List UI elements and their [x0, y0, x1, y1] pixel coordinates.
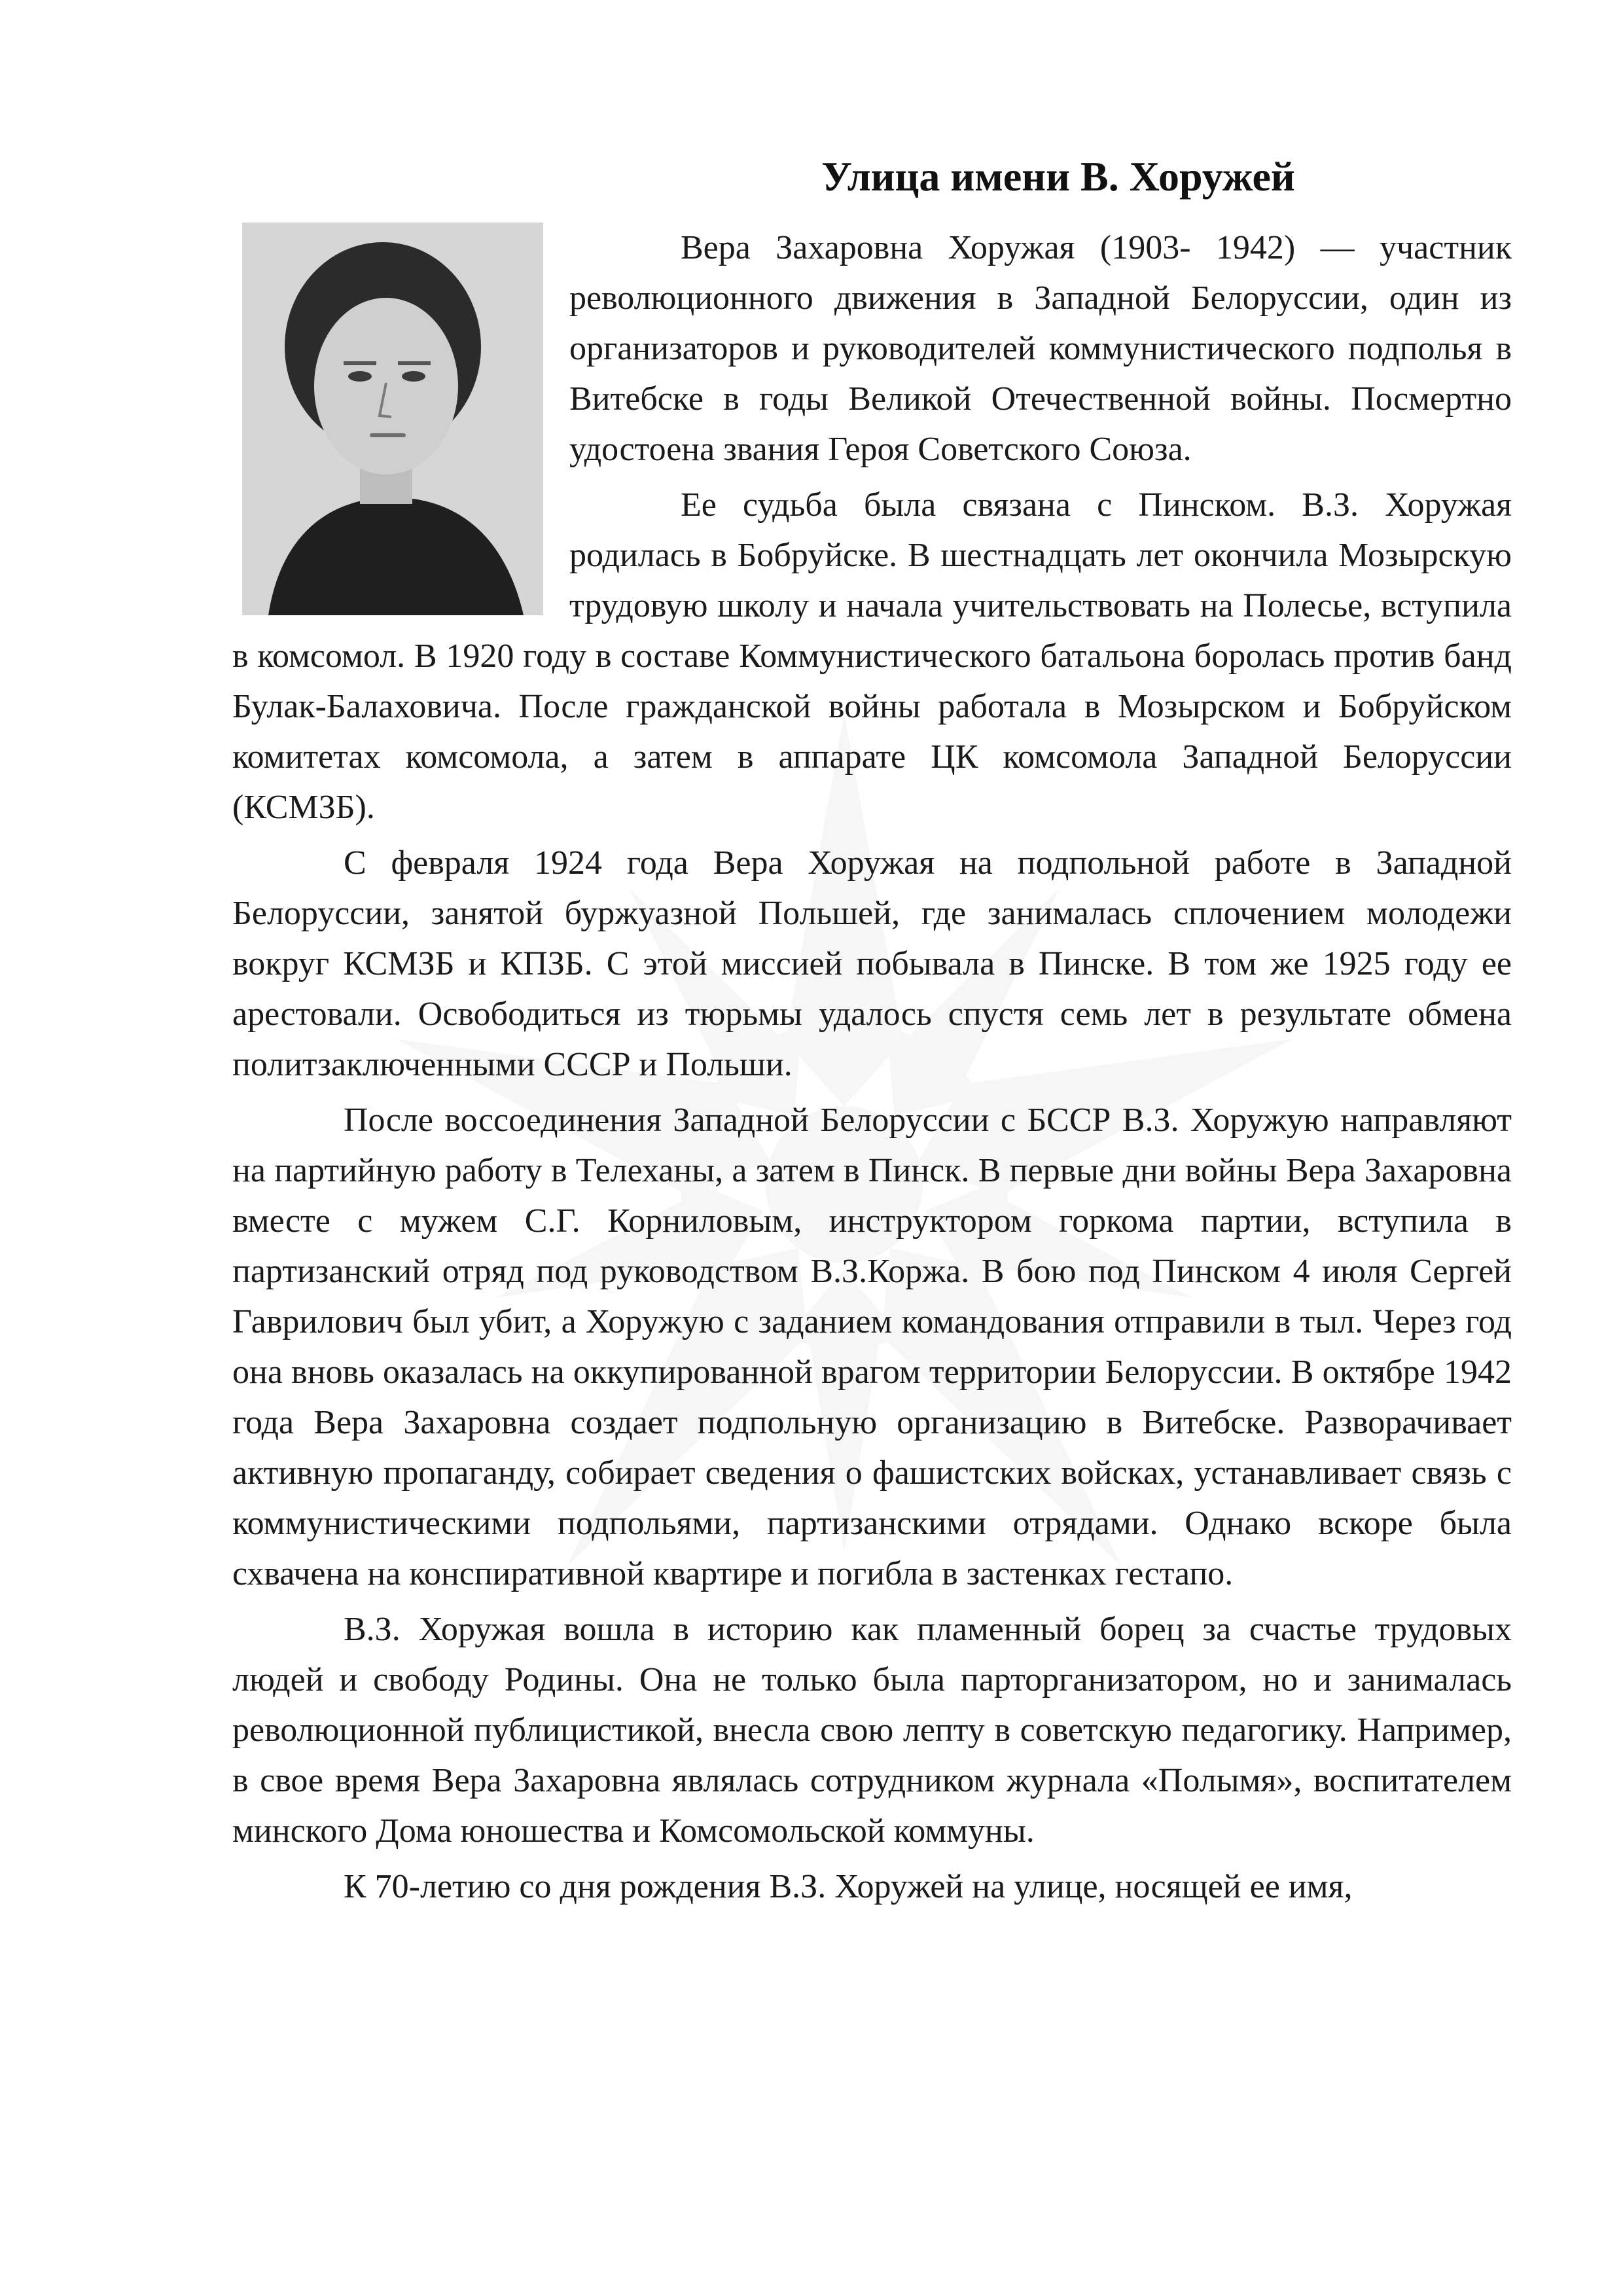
- paragraph-1: Вера Захаровна Хоружая (1903- 1942) — участник революционного движения в Западной Белоруссии, один из организаторов и руководителей коммунистического подполья в Витебске в годы Великой Отечественной войны. Посмертно удостоена звания Героя Советского Союза.: [569, 229, 1512, 468]
- portrait-photo: [242, 223, 543, 615]
- document-body: [232, 151, 1512, 1917]
- paragraph-3: С февраля 1924 года Вера Хоружая на подпольной работе в Западной Белоруссии, занятой буржуазной Польшей, где занималась сплочением молодежи вокруг КСМЗБ и КПЗБ. С этой миссией побывала в Пинске. В том же 1925 году ее арестовали. Освободиться из тюрьмы удалось спустя семь лет в результате обмена политзаключенными СССР и Польши.: [232, 844, 1512, 1083]
- page-title: Улица имени В. Хоружей: [821, 153, 1295, 200]
- paragraph-5: В.З. Хоружая вошла в историю как пламенный борец за счастье трудовых людей и свободу Родины. Она не только была парторганизатором, но и занималась революционной публицистикой, внесла свою лепту в советскую педагогику. Например, в свое время Вера Захаровна являлась сотрудником журнала «Полымя», воспитателем минского Дома юношества и Комсомольской коммуны.: [232, 1611, 1512, 1850]
- paragraph-4: После воссоединения Западной Белоруссии с БССР В.З. Хоружую направляют на партийную работу в Телеханы, а затем в Пинск. В первые дни войны Вера Захаровна вместе с мужем С.Г. Корниловым, инструктором горкома партии, вступила в партизанский отряд под руководством В.З.Коржа. В бою под Пинском 4 июля Сергей Гаврилович был убит, а Хоружую с заданием командования отправили в тыл. Через год она вновь оказалась на оккупированной врагом территории Белоруссии. В октябре 1942 года Вера Захаровна создает подпольную организацию в Витебске. Разворачивает активную пропаганду, собирает сведения о фашистских войсках, устанавливает связь с коммунистическими подпольями, партизанскими отрядами. Однако вскоре была схвачена на конспиративной квартире и погибла в застенках гестапо.: [232, 1102, 1512, 1592]
- paragraph-2: Ее судьба была связана с Пинском. В.З. Хоружая родилась в Бобруйске. В шестнадцать лет окончила Мозырскую трудовую школу и начала учительствовать на Полесье, вступила в комсомол. В 1920 году в составе Коммунистического батальона боролась против банд Булак-Балаховича. После гражданской войны работала в Мозырском и Бобруйском комитетах комсомола, а затем в аппарате ЦК комсомола Западной Белоруссии (КСМЗБ).: [232, 486, 1512, 826]
- paragraph-6: К 70-летию со дня рождения В.З. Хоружей на улице, носящей ее имя,: [344, 1868, 1353, 1905]
